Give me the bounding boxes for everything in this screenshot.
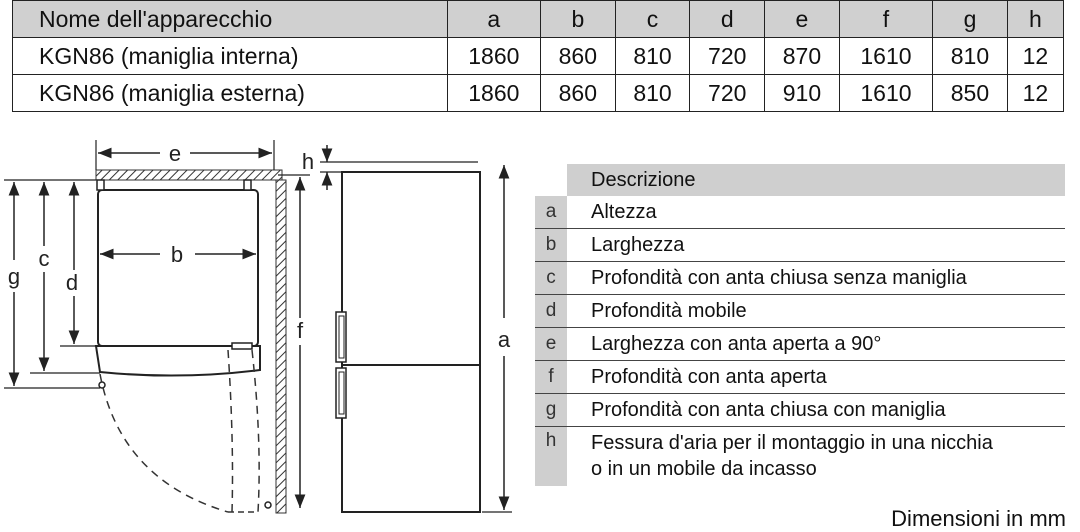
legend-desc: Larghezza [591, 234, 685, 256]
legend-desc: Profondità con anta chiusa con maniglia [591, 399, 946, 421]
legend-desc [567, 427, 1065, 486]
header-cell: a [447, 1, 540, 38]
label-h: h [301, 149, 315, 174]
table-cell: KGN86 (maniglia interna) [13, 38, 448, 75]
back-wall [96, 170, 282, 180]
table-header-row [13, 1, 1064, 38]
dimensions-table [12, 0, 1064, 112]
legend-desc: Profondità con anta aperta [591, 366, 827, 388]
table-cell: 720 [690, 38, 765, 75]
table-cell: 1860 [447, 38, 540, 75]
table-cell: 12 [1007, 75, 1063, 112]
label-e: e [168, 141, 182, 166]
header-cell: d [690, 1, 765, 38]
legend-desc-line: Fessura d'aria per il montaggio in una nicchia [591, 432, 993, 454]
table-cell: 1610 [839, 75, 932, 112]
table-row [13, 75, 1064, 112]
legend-key: c [535, 262, 567, 294]
legend-row [535, 394, 1065, 427]
table-cell: 870 [765, 38, 840, 75]
label-b: b [170, 242, 184, 267]
legend-header: Descrizione [567, 164, 1065, 196]
table-cell: 810 [615, 75, 690, 112]
table-cell: 810 [933, 38, 1008, 75]
table-cell: 810 [615, 38, 690, 75]
legend-table [535, 164, 1065, 486]
legend-desc: Larghezza con anta aperta a 90° [591, 333, 882, 355]
legend-row [535, 196, 1065, 229]
label-a: a [497, 327, 511, 352]
legend-row [535, 427, 1065, 486]
hinge [99, 382, 105, 388]
legend-desc-line: o in un mobile da incasso [591, 458, 817, 480]
label-c: c [38, 246, 50, 271]
header-cell: h [1007, 1, 1063, 38]
legend-row [535, 328, 1065, 361]
legend-key: b [535, 229, 567, 261]
legend-key: a [535, 196, 567, 228]
table-cell: 1610 [839, 38, 932, 75]
label-d: d [65, 270, 79, 295]
legend-key [535, 427, 567, 486]
label-f: f [296, 318, 304, 343]
table-cell: 860 [540, 75, 615, 112]
legend-row [535, 262, 1065, 295]
fridge-body-top [98, 190, 258, 346]
table-cell: 860 [540, 38, 615, 75]
header-cell: g [933, 1, 1008, 38]
legend-desc: Altezza [591, 201, 657, 223]
header-cell: f [839, 1, 932, 38]
legend-row [535, 361, 1065, 394]
table-cell: 12 [1007, 38, 1063, 75]
legend-key: d [535, 295, 567, 327]
door-swing-arc [100, 374, 228, 512]
legend-key: e [535, 328, 567, 360]
units-note: Dimensioni in mm [891, 506, 1066, 531]
legend-key: g [535, 394, 567, 426]
legend-key-text: h [545, 430, 557, 451]
table-cell: 720 [690, 75, 765, 112]
fridge-door-closed [96, 346, 260, 376]
hinge [265, 502, 271, 508]
table-cell: KGN86 (maniglia esterna) [13, 75, 448, 112]
table-cell: 910 [765, 75, 840, 112]
legend-row [535, 295, 1065, 328]
header-cell: c [615, 1, 690, 38]
legend-desc: Profondità con anta chiusa senza maniglia [591, 267, 967, 289]
fridge-side-view [342, 172, 480, 512]
door-handle [232, 343, 252, 349]
door-open-outline [228, 350, 233, 512]
header-cell: b [540, 1, 615, 38]
legend-key: f [535, 361, 567, 393]
table-row [13, 38, 1064, 75]
spacer [244, 180, 251, 190]
header-cell: Nome dell'apparecchio [13, 1, 448, 38]
spacer [97, 180, 104, 190]
label-g: g [7, 264, 21, 289]
fridge-dimension-drawing [0, 130, 530, 530]
header-cell: e [765, 1, 840, 38]
side-wall [276, 180, 286, 513]
door-open-outline [252, 350, 259, 512]
legend-row [535, 229, 1065, 262]
table-cell: 850 [933, 75, 1008, 112]
table-cell: 1860 [447, 75, 540, 112]
legend-desc: Profondità mobile [591, 300, 747, 322]
